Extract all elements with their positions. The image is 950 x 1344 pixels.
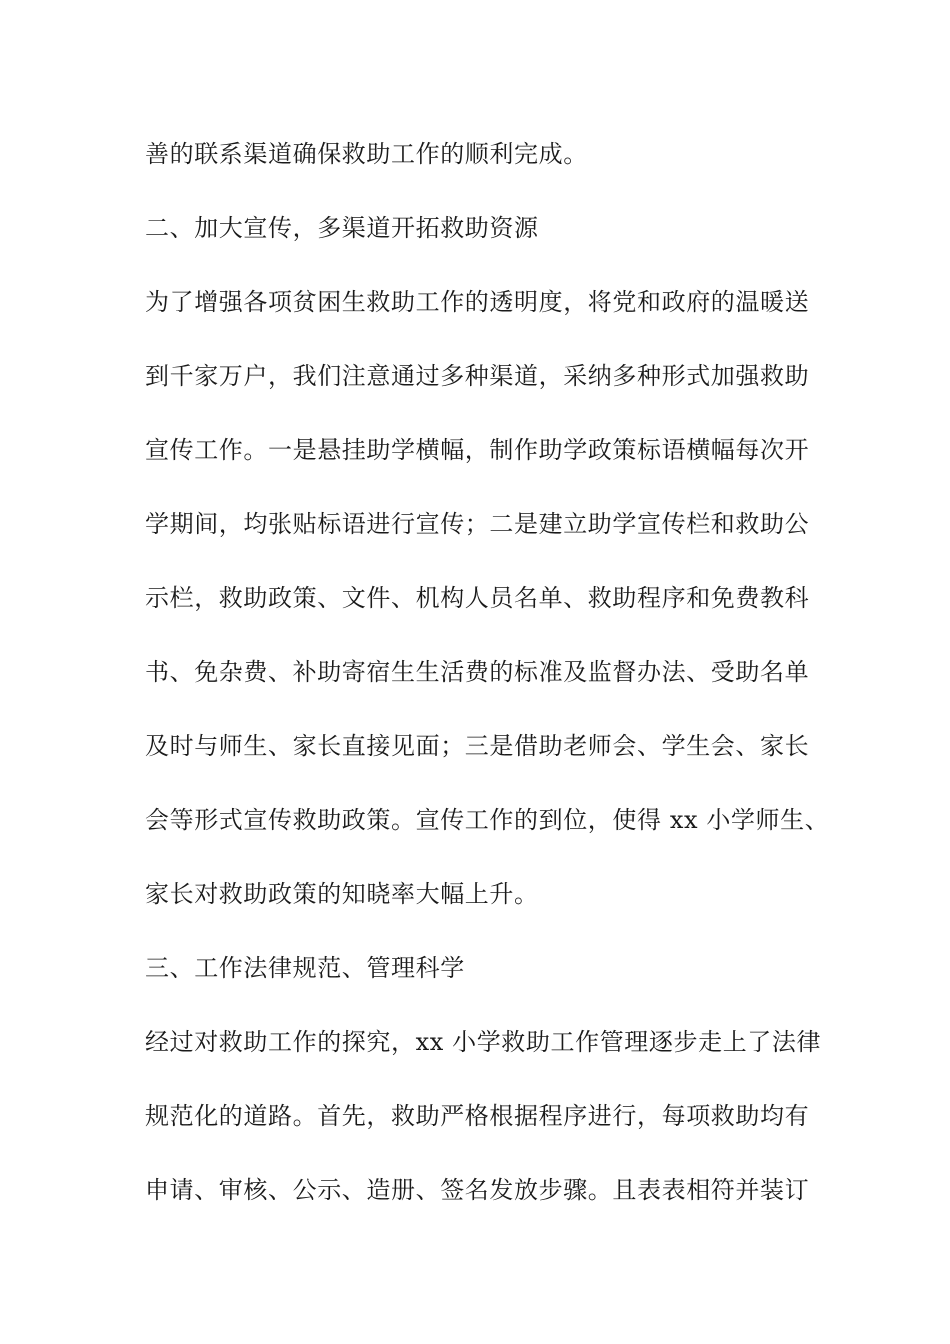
paragraph-line: 规范化的道路。首先，救助严格根据程序进行，每项救助均有	[145, 1102, 810, 1130]
paragraph-line: 家长对救助政策的知晓率大幅上升。	[145, 880, 539, 908]
section-heading: 二、加大宣传，多渠道开拓救助资源	[145, 214, 539, 242]
paragraph-line: 宣传工作。一是悬挂助学横幅，制作助学政策标语横幅每次开	[145, 436, 810, 464]
paragraph-line: 书、免杂费、补助寄宿生生活费的标准及监督办法、受助名单	[145, 658, 810, 686]
paragraph-line: 示栏，救助政策、文件、机构人员名单、救助程序和免费教科	[145, 584, 810, 612]
paragraph-line: 及时与师生、家长直接见面；三是借助老师会、学生会、家长	[145, 732, 810, 760]
section-heading: 三、工作法律规范、管理科学	[145, 954, 465, 982]
paragraph-line: 经过对救助工作的探究，xx 小学救助工作管理逐步走上了法律	[145, 1028, 822, 1056]
paragraph-line: 会等形式宣传救助政策。宣传工作的到位，使得 xx 小学师生、	[145, 806, 830, 834]
paragraph-line: 善的联系渠道确保救助工作的顺利完成。	[145, 140, 588, 168]
paragraph-line: 为了增强各项贫困生救助工作的透明度，将党和政府的温暖送	[145, 288, 810, 316]
paragraph-line: 申请、审核、公示、造册、签名发放步骤。且表表相符并装订	[145, 1176, 810, 1204]
paragraph-line: 到千家万户，我们注意通过多种渠道，采纳多种形式加强救助	[145, 362, 810, 390]
paragraph-line: 学期间，均张贴标语进行宣传；二是建立助学宣传栏和救助公	[145, 510, 810, 538]
